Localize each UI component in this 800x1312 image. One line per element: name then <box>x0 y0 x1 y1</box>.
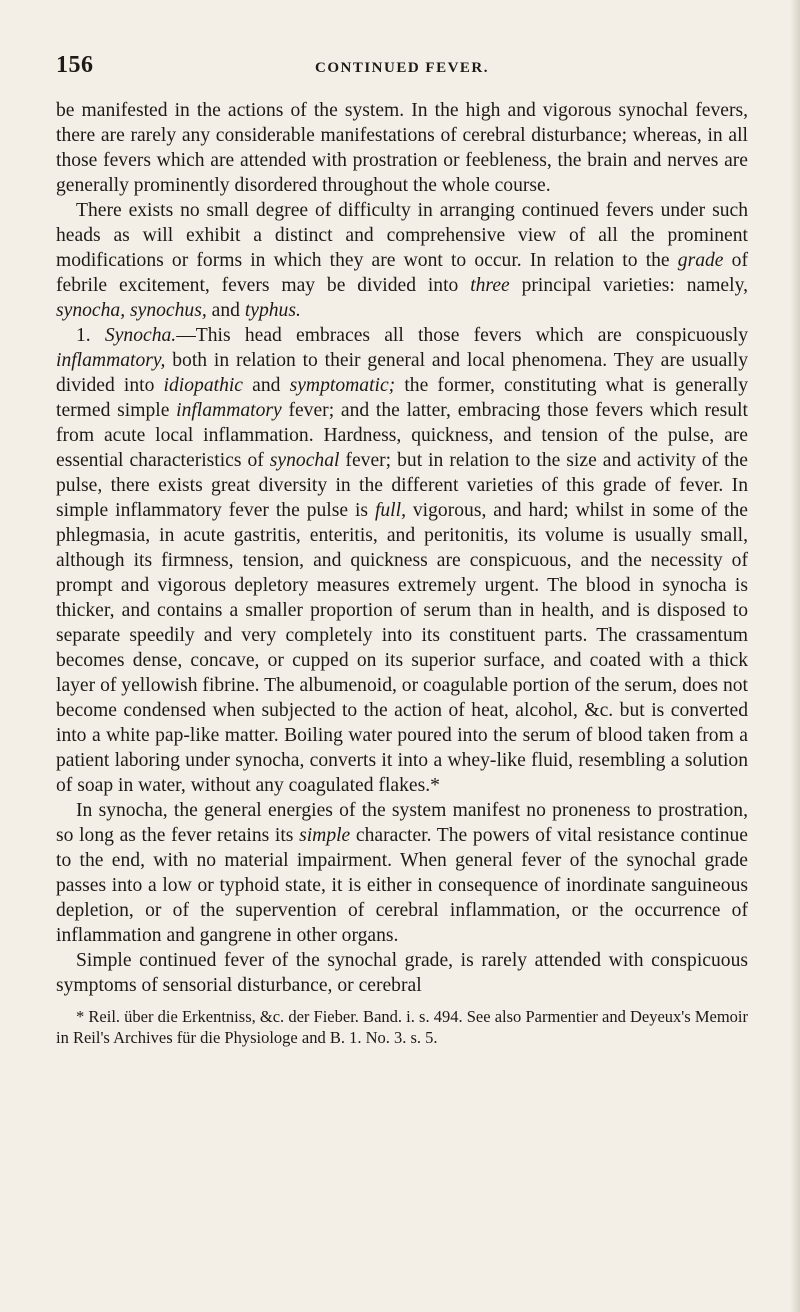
paragraph-simple-continued: Simple continued fever of the synochal grade, is rarely attended with conspicuous symptoms of sensorial disturbance, or cerebral <box>56 950 748 996</box>
paragraph-continuation: be manifested in the actions of the system. In the high and vigorous synochal fevers, there are rarely any considerable manifestations of cerebral disturbance; whereas, in all those fevers which are attended with prostration or feebleness, the brain and nerves are generally prominently disordered throughout the whole course. <box>56 100 748 196</box>
footnote <box>56 1006 748 1048</box>
page-number: 156 <box>56 52 94 78</box>
paragraph-synocha: 1. Synocha.—This head embraces all those fevers which are conspicuously inflammatory, both in relation to their general and local phenomena. They are usually divided into idiopathic and symptomatic; the former, constituting what is generally termed simple inflammatory fever; and the latter, embracing those fevers which result from acute local inflammation. Hardness, quickness, and tension of the pulse, are essential characteristics of synochal fever; but in relation to the size and activity of the pulse, there exists great diversity in the different varieties of this grade of fever. In simple inflammatory fever the pulse is full, vigorous, and hard; whilst in some of the phlegmasia, in acute gastritis, enteritis, and peritonitis, its volume is usually small, although its firmness, tension, and quickness are conspicuous, and the necessity of prompt and vigorous depletory measures extremely urgent. The blood in synocha is thicker, and contains a smaller proportion of serum than in health, and is disposed to separate speedily and very completely into its constituent parts. The crassamentum becomes dense, concave, or cupped on its superior surface, and coated with a thick layer of yellowish fibrine. The albumenoid, or coagulable portion of the serum, does not become condensed when subjected to the action of heat, alcohol, &c. but is converted into a white pap-like matter. Boiling water poured into the serum of blood taken from a patient laboring under synocha, converts it into a whey-like fluid, resembling a solution of soap in water, without any coagulated flakes.* <box>56 325 749 796</box>
footnote-text: * Reil. über die Erkentniss, &c. der Fieber. Band. i. s. 494. See also Parmentier and Deyeux's Memoir in Reil's Archives für die Physiologe and B. 1. No. 3. s. 5. <box>56 1007 748 1047</box>
paragraph-energies: In synocha, the general energies of the system manifest no proneness to prostration, so long as the fever retains its simple character. The powers of vital resistance continue to the end, with no material impairment. When general fever of the synochal grade passes into a low or typhoid state, it is either in consequence of inordinate sanguineous depletion, or of the supervention of cerebral inflammation, or the occurrence of inflammation and gangrene in other organs. <box>56 800 748 946</box>
running-head: CONTINUED FEVER. <box>314 60 489 76</box>
page-edge-shadow <box>790 0 800 1312</box>
paragraph-classification: There exists no small degree of difficulty in arranging continued fevers under such heads as will exhibit a distinct and comprehensive view of all the prominent modifications or forms in which they are wont to occur. In relation to the grade of febrile excitement, fevers may be divided into three principal varieties: namely, synocha, synochus, and typhus. <box>56 200 748 321</box>
page-header <box>56 52 748 88</box>
body-text <box>56 98 748 998</box>
